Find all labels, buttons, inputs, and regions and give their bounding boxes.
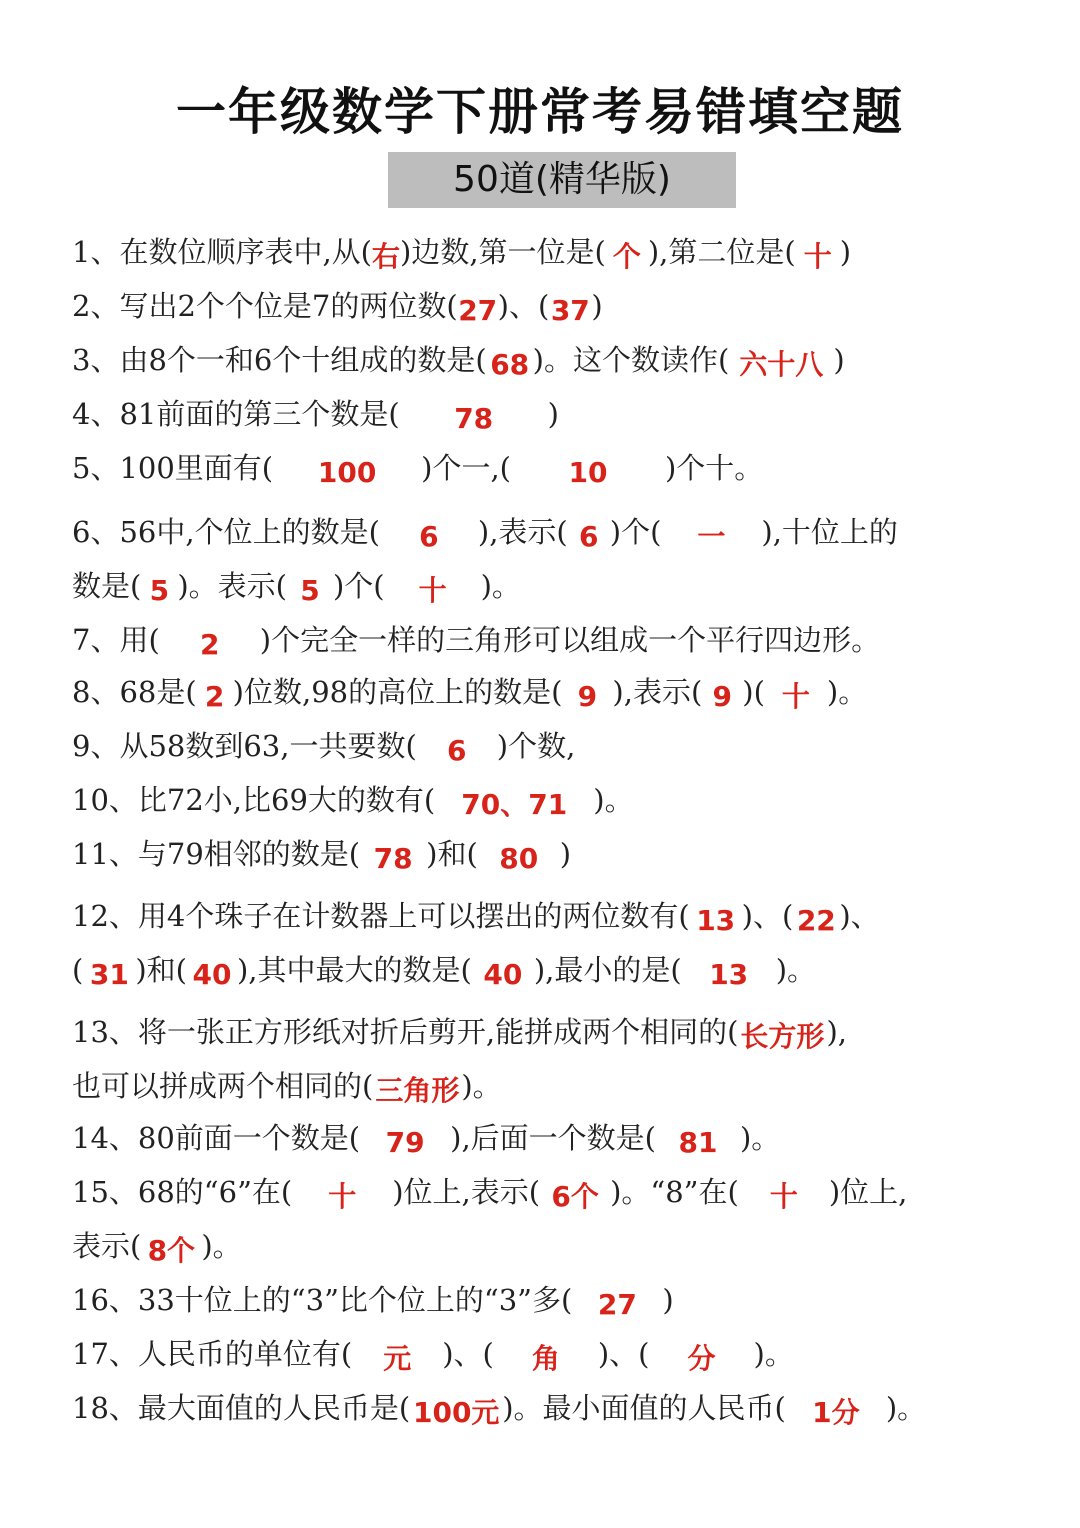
answer-text: 个	[612, 240, 641, 273]
answer-text: 70、71	[461, 788, 568, 821]
question-text: )	[839, 235, 852, 269]
question-text: )(	[742, 675, 765, 709]
question-text: )	[833, 343, 845, 377]
question-text: )。	[201, 1229, 242, 1263]
question-text: )位上,表示(	[392, 1175, 541, 1209]
question-line	[72, 620, 880, 660]
question-text: )、	[839, 899, 880, 933]
question-text: ),十位上的	[761, 515, 898, 549]
answer-text: 十	[328, 1180, 357, 1213]
answer-text: 81	[678, 1126, 718, 1159]
question-text: 16、33十位上的“3”比个位上的“3”多(	[72, 1283, 573, 1317]
question-text: 13、将一张正方形纸对折后剪开,能拼成两个相同的(	[72, 1015, 739, 1049]
question-line	[72, 566, 521, 606]
answer-text: 十	[803, 240, 832, 273]
question-text: )。“8”在(	[610, 1175, 739, 1209]
question-text: )边数,第一位是(	[400, 235, 606, 269]
question-text: 1、在数位顺序表中,从(	[72, 235, 372, 269]
question-line	[72, 1226, 242, 1266]
question-line	[72, 896, 880, 936]
answer-text: 100	[317, 456, 377, 489]
question-text: )	[662, 1283, 674, 1317]
question-text: )。这个数读作(	[532, 343, 730, 377]
question-text: 数是(	[72, 569, 142, 603]
answer-text: 13	[696, 904, 736, 937]
question-line	[72, 448, 763, 488]
question-text: )、(	[597, 1337, 650, 1371]
question-text: )。	[739, 1121, 781, 1155]
question-line	[72, 834, 571, 874]
question-text: ),最小的是(	[533, 953, 682, 987]
question-text: ),表示(	[612, 675, 703, 709]
answer-text: 13	[709, 958, 749, 991]
question-line	[72, 394, 559, 434]
answer-text: 1分	[812, 1396, 860, 1429]
question-text: 表示(	[72, 1229, 142, 1263]
answer-text: 6	[419, 520, 439, 553]
question-text: 2、写出2个个位是7的两位数(	[72, 289, 458, 323]
answer-text: 27	[458, 294, 498, 327]
question-text: 9、从58数到63,一共要数(	[72, 729, 417, 763]
question-line	[72, 232, 851, 272]
question-text: 也可以拼成两个相同的(	[72, 1069, 374, 1103]
question-text: 10、比72小,比69大的数有(	[72, 783, 436, 817]
question-text: 8、68是(	[72, 675, 197, 709]
question-text: 12、用4个珠子在计数器上可以摆出的两位数有(	[72, 899, 690, 933]
question-text: 15、68的“6”在(	[72, 1175, 293, 1209]
question-line	[72, 1334, 794, 1374]
question-text: 7、用(	[72, 623, 160, 657]
answer-text: 6个	[551, 1180, 599, 1213]
question-text: ),其中最大的数是(	[236, 953, 472, 987]
subtitle-banner: 50道(精华版)	[388, 152, 736, 208]
answer-text: 37	[550, 294, 590, 327]
question-text: )个一,(	[421, 451, 511, 485]
answer-text: 80	[499, 842, 539, 875]
question-text: 3、由8个一和6个十组成的数是(	[72, 343, 487, 377]
answer-text: 100元	[412, 1396, 500, 1429]
question-text: )。最小面值的人民币(	[502, 1391, 786, 1425]
question-text: )和(	[135, 953, 187, 987]
answer-text: 长方形	[740, 1020, 825, 1053]
question-line	[72, 1280, 674, 1320]
question-text: )。	[826, 675, 868, 709]
answer-text: 8个	[147, 1234, 196, 1267]
answer-text: 22	[796, 904, 836, 937]
answer-text: 79	[385, 1126, 425, 1159]
question-text: )个完全一样的三角形可以组成一个平行四边形。	[259, 623, 881, 657]
answer-text: 2	[200, 628, 220, 661]
question-text: )	[591, 289, 603, 323]
question-text: )。	[480, 569, 521, 603]
question-text: )位上,	[828, 1175, 908, 1209]
question-text: ),	[826, 1015, 847, 1049]
answer-text: 三角形	[375, 1074, 460, 1107]
question-text: )	[559, 837, 572, 871]
question-text: ),后面一个数是(	[450, 1121, 656, 1155]
answer-text: 78	[373, 842, 413, 875]
question-text: 4、81前面的第三个数是(	[72, 397, 400, 431]
question-line	[72, 780, 634, 820]
question-text: 17、人民币的单位有(	[72, 1337, 353, 1371]
answer-text: 一	[697, 520, 726, 553]
question-text: )、(	[497, 289, 550, 323]
question-text: )。	[775, 953, 817, 987]
answer-text: 2	[204, 680, 225, 713]
question-text: 18、最大面值的人民币是(	[72, 1391, 411, 1425]
answer-text: 角	[531, 1342, 560, 1375]
answer-text: 6	[447, 734, 467, 767]
question-line	[72, 1172, 907, 1212]
answer-text: 右	[371, 240, 400, 273]
question-text: )。	[885, 1391, 927, 1425]
answer-text: 分	[687, 1342, 716, 1375]
question-line	[72, 1118, 780, 1158]
question-text: )。	[461, 1069, 502, 1103]
answer-text: 十	[769, 1180, 798, 1213]
answer-text: 10	[568, 456, 608, 489]
answer-text: 十	[418, 574, 447, 607]
question-text: )个数,	[496, 729, 576, 763]
question-text: )个(	[332, 569, 385, 603]
question-text: )。	[753, 1337, 794, 1371]
question-text: 5、100里面有(	[72, 451, 274, 485]
question-line	[72, 1012, 847, 1052]
question-text: )。	[593, 783, 634, 817]
question-text: )	[547, 397, 559, 431]
answer-text: 六十八	[739, 348, 824, 381]
question-text: ),第二位是(	[647, 235, 796, 269]
question-text: )个(	[609, 515, 662, 549]
question-line	[72, 726, 575, 766]
question-text: )个十。	[664, 451, 764, 485]
answer-text: 40	[483, 958, 523, 991]
answer-text: 78	[454, 402, 494, 435]
answer-text: 27	[597, 1288, 637, 1321]
question-line	[72, 672, 867, 712]
question-text: (	[72, 953, 84, 987]
answer-text: 十	[781, 680, 810, 713]
question-line	[72, 286, 603, 326]
answer-text: 6	[579, 520, 599, 553]
question-text: )、(	[741, 899, 794, 933]
question-line	[72, 950, 816, 990]
question-text: 14、80前面一个数是(	[72, 1121, 361, 1155]
question-text: ),表示(	[477, 515, 568, 549]
question-line	[72, 1066, 502, 1106]
answer-text: 40	[192, 958, 232, 991]
answer-text: 5	[300, 574, 320, 607]
question-text: )位数,98的高位上的数是(	[232, 675, 563, 709]
question-text: 11、与79相邻的数是(	[72, 837, 361, 871]
question-text: 6、56中,个位上的数是(	[72, 515, 380, 549]
question-line	[72, 512, 898, 552]
question-text: )和(	[426, 837, 478, 871]
answer-text: 9	[577, 680, 598, 713]
answer-text: 元	[383, 1342, 412, 1375]
question-line	[72, 1388, 926, 1428]
answer-text: 68	[490, 348, 530, 381]
page-title: 一年级数学下册常考易错填空题	[176, 83, 904, 141]
question-text: )、(	[442, 1337, 494, 1371]
question-line	[72, 340, 845, 380]
question-text: )。表示(	[177, 569, 287, 603]
answer-text: 31	[89, 958, 129, 991]
answer-text: 9	[712, 680, 733, 713]
answer-text: 5	[149, 574, 170, 607]
